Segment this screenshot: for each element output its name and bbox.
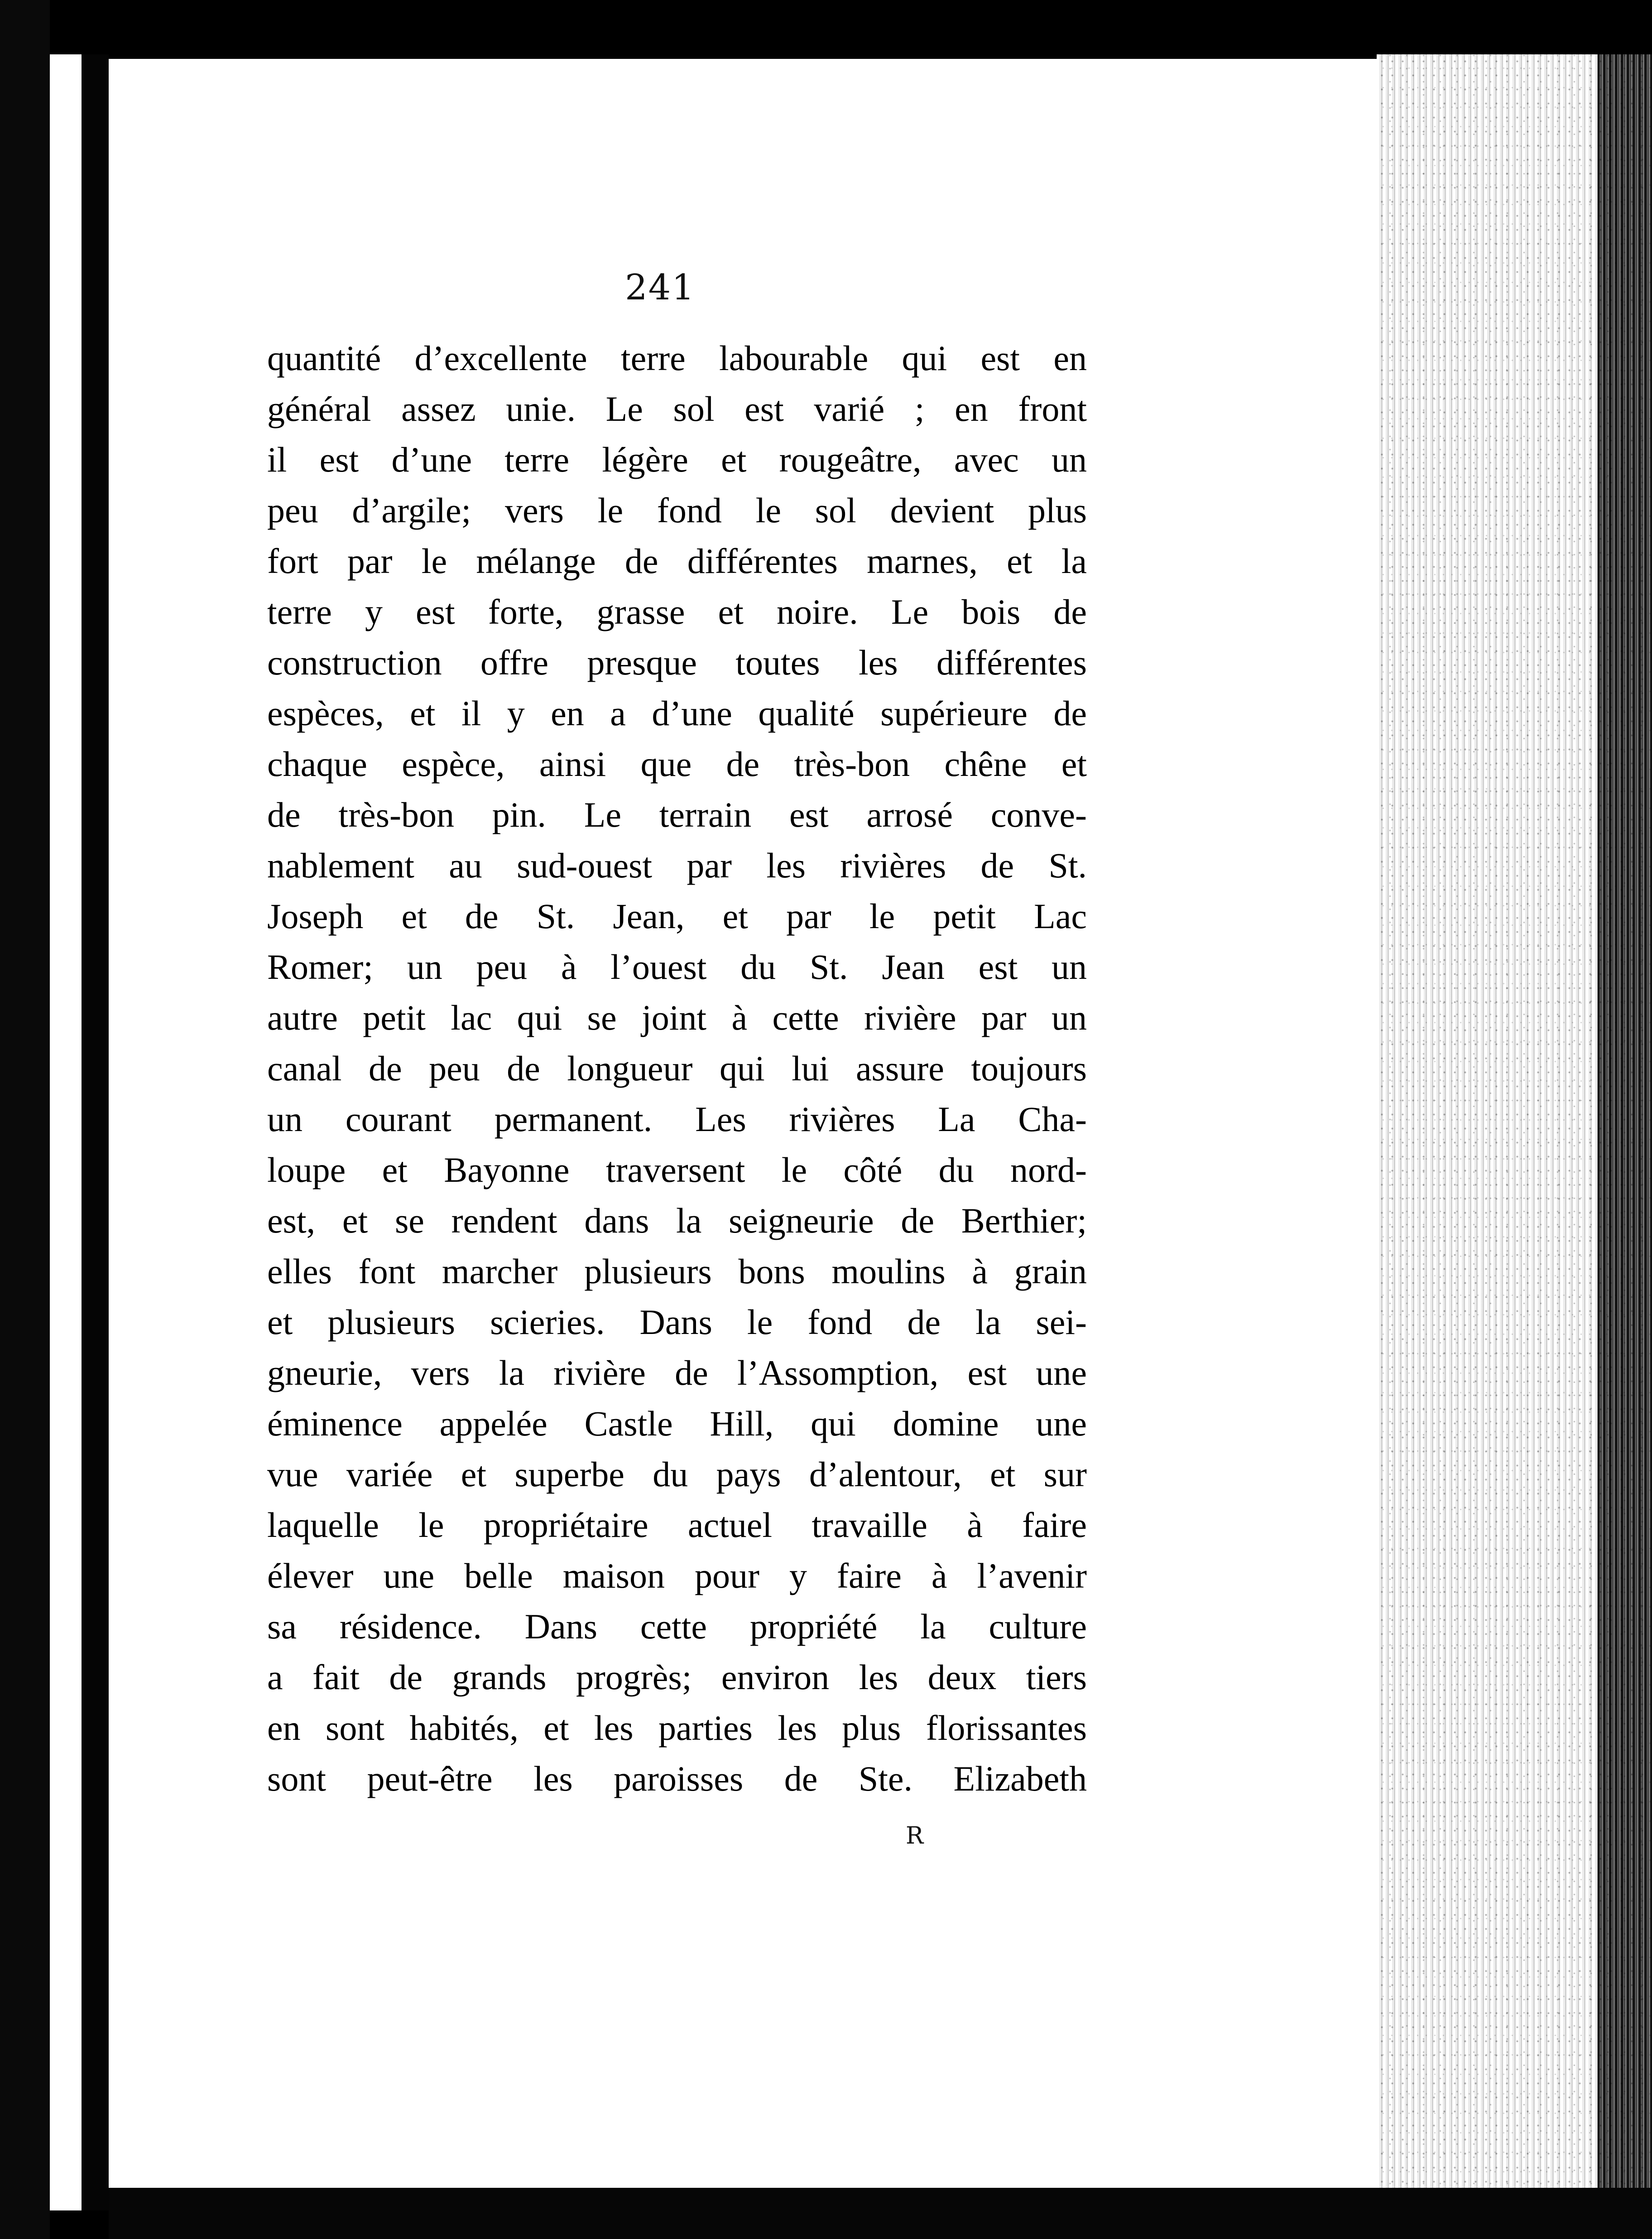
text-line: éminence appelée Castle Hill, qui domine une: [267, 1404, 1087, 1443]
text-line: canal de peu de longueur qui lui assure toujours: [267, 1049, 1087, 1088]
text-line: élever une belle maison pour y faire à l’avenir: [267, 1556, 1087, 1595]
text-line: de très-bon pin. Le terrain est arrosé conve-: [267, 795, 1087, 834]
left-page-margin-strip: [50, 54, 82, 2210]
signature-mark: R: [906, 1822, 924, 1849]
text-line: il est d’une terre légère et rougeâtre, avec un: [267, 440, 1087, 479]
text-line: construction offre presque toutes les différentes: [267, 643, 1087, 682]
book-gutter-shadow: [82, 54, 109, 2210]
text-line: gneurie, vers la rivière de l’Assomption, est une: [267, 1353, 1087, 1392]
text-line: chaque espèce, ainsi que de très-bon chêne et: [267, 744, 1087, 784]
text-line: un courant permanent. Les rivières La Cha-: [267, 1099, 1087, 1139]
text-line: général assez unie. Le sol est varié ; en front: [267, 389, 1087, 429]
text-line: elles font marcher plusieurs bons moulins à grain: [267, 1252, 1087, 1291]
text-line: espèces, et il y en a d’une qualité supérieure de: [267, 693, 1087, 733]
text-line: a fait de grands progrès; environ les deux tiers: [267, 1657, 1087, 1697]
text-line: laquelle le propriétaire actuel travaille à faire: [267, 1505, 1087, 1545]
text-line: en sont habités, et les parties les plus florissantes: [267, 1708, 1087, 1748]
text-line: et plusieurs scieries. Dans le fond de la sei-: [267, 1302, 1087, 1342]
text-line: sont peut-être les paroisses de Ste. Elizabeth: [267, 1759, 1087, 1798]
page-edge-speckle: [1377, 54, 1652, 2229]
text-line: fort par le mélange de différentes marnes, et la: [267, 541, 1087, 581]
text-line: quantité d’excellente terre labourable qui est en: [267, 338, 1087, 378]
text-line: Romer; un peu à l’ouest du St. Jean est un: [267, 947, 1087, 987]
text-line: autre petit lac qui se joint à cette rivière par un: [267, 998, 1087, 1037]
bottom-page-edge: [109, 2188, 1652, 2239]
text-line: Joseph et de St. Jean, et par le petit Lac: [267, 896, 1087, 936]
page-number: 241: [625, 267, 695, 308]
body-text: [267, 333, 1087, 1804]
text-line: est, et se rendent dans la seigneurie de Berthier;: [267, 1201, 1087, 1240]
left-page-edge: [0, 0, 50, 2239]
text-line: loupe et Bayonne traversent le côté du nord-: [267, 1150, 1087, 1189]
text-line: nablement au sud-ouest par les rivières de St.: [267, 846, 1087, 885]
text-line: peu d’argile; vers le fond le sol devient plus: [267, 491, 1087, 530]
text-line: vue variée et superbe du pays d’alentour, et sur: [267, 1454, 1087, 1494]
text-line: sa résidence. Dans cette propriété la culture: [267, 1607, 1087, 1646]
text-line: terre y est forte, grasse et noire. Le bois de: [267, 592, 1087, 631]
